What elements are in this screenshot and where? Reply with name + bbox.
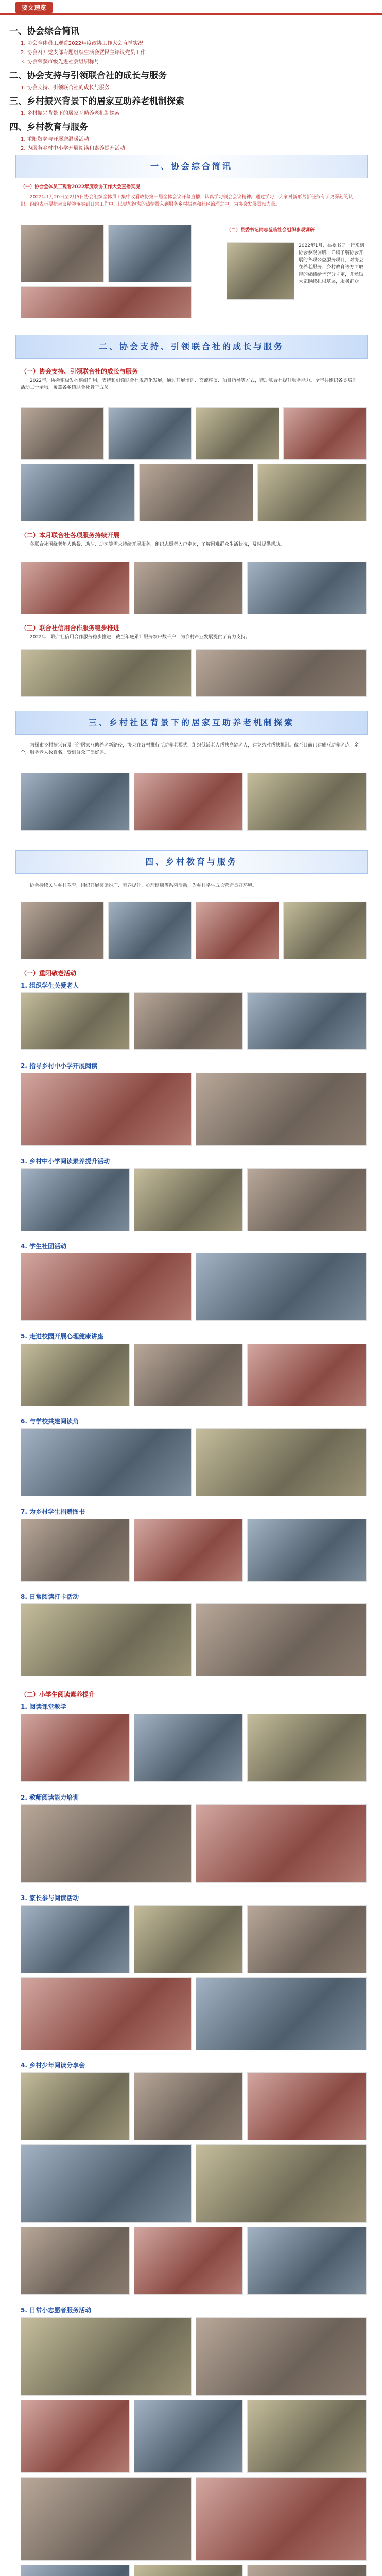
photo [21, 286, 192, 318]
s2-item2-title: （二）本月联合社各项服务持续开展 [21, 532, 120, 539]
toc-heading-1: 一、协会综合简讯 [9, 26, 79, 37]
photo [247, 562, 367, 614]
photo [21, 1168, 130, 1231]
photo [196, 2477, 367, 2561]
photo [283, 902, 367, 959]
s4-item3: 2. 指导乡村中小学开展阅读 [21, 1062, 98, 1070]
photo [196, 407, 279, 460]
photo [21, 2400, 130, 2473]
s2-item3-text: 2022年，联合社信用合作服务稳步推进，截至年底累计服务农户数千户，为乡村产业发展提供了有力支持。 [30, 635, 250, 640]
photo [21, 1804, 192, 1883]
s4-item11: 1. 阅读课堂教学 [21, 1703, 67, 1710]
photo [108, 902, 192, 959]
section-2-banner: 二、协会支持、引领联合社的成长与服务 [15, 335, 368, 359]
photo [134, 773, 243, 831]
section-4-banner: 四、乡村教育与服务 [15, 850, 368, 874]
photo [21, 2565, 130, 2576]
s4-item15: 5. 日常小志愿者服务活动 [21, 2307, 92, 2314]
photo [196, 2317, 367, 2396]
photo [227, 242, 294, 300]
photo [21, 1519, 130, 1582]
toc-heading-2: 二、协会支持与引领联合社的成长与服务 [9, 71, 167, 81]
photo [21, 1905, 130, 1973]
photo [247, 1905, 367, 1973]
photo [134, 1714, 243, 1782]
photo [108, 407, 192, 460]
photo [247, 1344, 367, 1406]
s4-item6: 5. 走进校园开展心理健康讲座 [21, 1333, 104, 1340]
s4-item9: 8. 日常阅读打卡活动 [21, 1593, 79, 1600]
photo [21, 2317, 192, 2396]
photo [21, 464, 135, 521]
s1-item1-text: 2022年1月20日至2月5日协会组织全体员工集中收看政协第一届全体会议开幕直播，认真学习领会会议精神。通过学习，大家对新形势新任务有了更深刻的认识，纷纷表示要把会议精神落实到日常工作中，以更加饱满的热情投入到服务乡村振兴和社区治理之中，为协会发展贡献力量。 [21, 195, 353, 207]
s1-item1-title: （一）协会全体员工观看2022年度政协工作大会直播实况 [21, 184, 141, 190]
photo [247, 2400, 367, 2473]
s4-item14: 4. 乡村少年阅读分享会 [21, 2062, 85, 2069]
photo [21, 562, 130, 614]
s4-item12: 2. 教师阅读能力培训 [21, 1794, 79, 1801]
photo [134, 1905, 243, 1973]
section-1-banner: 一、协会综合简讯 [15, 155, 368, 178]
photo [21, 407, 104, 460]
photo [134, 1519, 243, 1582]
header-brand: 要文速览 [15, 2, 53, 13]
photo [247, 1714, 367, 1782]
toc-sub: 1. 协会全体员工观看2022年度政协工作大会直播实况 [21, 41, 144, 46]
s2-item1-text: 2022年，协会积极发挥枢纽作用，支持和引领联合社规范化发展，通过开展培训、交流座谈、项目指导等方式，帮助联合社提升服务能力。全年共组织各类培训活动二十余场，覆盖各乡镇联合社骨干成员。 [21, 378, 357, 391]
photo [21, 225, 104, 282]
photo [134, 992, 243, 1050]
photo [21, 1428, 192, 1496]
photo [21, 992, 130, 1050]
toc-sub: 1. 协会支持、引领联合社的成长与服务 [21, 85, 110, 91]
s4-item4: 3. 乡村中小学阅读素养提升活动 [21, 1158, 110, 1165]
photo [134, 1168, 243, 1231]
photo [21, 902, 104, 959]
photo [247, 2565, 367, 2576]
photo [21, 2072, 130, 2140]
photo [21, 1603, 192, 1676]
photo [108, 225, 192, 282]
photo [196, 1977, 367, 2050]
toc-sub: 1. 乡村振兴背景下的居家互助养老机制探索 [21, 111, 120, 116]
photo [134, 2227, 243, 2295]
photo [21, 1253, 192, 1321]
photo [196, 902, 279, 959]
photo [196, 1603, 367, 1676]
photo [196, 649, 367, 697]
photo [21, 1714, 130, 1782]
photo [134, 2072, 243, 2140]
s4-item2: 1. 组织学生关爱老人 [21, 982, 79, 989]
photo [196, 1253, 367, 1321]
photo [134, 2565, 243, 2576]
s2-item1-title: （一）协会支持、引领联合社的成长与服务 [21, 368, 138, 375]
photo [21, 649, 192, 697]
photo [283, 407, 367, 460]
photo [139, 464, 253, 521]
photo [21, 1977, 192, 2050]
photo [21, 2227, 130, 2295]
toc-heading-3: 三、乡村振兴背景下的居家互助养老机制探索 [9, 96, 184, 107]
s4-item1: （一）重阳敬老活动 [21, 970, 77, 977]
s1-item2-text: 2022年1月，县委书记一行来到协会参观调研，详细了解协会开展的各项公益服务项目，对协会在养老服务、乡村教育等方面取得的成绩给予充分肯定，并勉励大家继续扎根基层，服务群众。 [299, 243, 364, 284]
photo [21, 2477, 192, 2561]
photo [134, 2400, 243, 2473]
s4-item10: （二）小学生阅读素养提升 [21, 1691, 95, 1698]
photo [21, 2144, 192, 2223]
photo [196, 1428, 367, 1496]
s4-item13: 3. 家长参与阅读活动 [21, 1894, 79, 1902]
toc-sub: 2. 协会召开党支部专题组织生活会暨民主评议党员工作 [21, 50, 146, 56]
photo [196, 1804, 367, 1883]
s4-item5: 4. 学生社团活动 [21, 1243, 67, 1250]
photo [247, 992, 367, 1050]
header-bar [0, 0, 382, 15]
table-of-contents [9, 21, 373, 153]
photo [134, 1344, 243, 1406]
photo [134, 562, 243, 614]
s4-item7: 6. 与学校共建阅读角 [21, 1418, 79, 1425]
photo [257, 464, 367, 521]
section-3-banner: 三、乡村社区背景下的居家互助养老机制探索 [15, 711, 368, 735]
s3-text: 为探索乡村振兴背景下的居家互助养老新路径，协会在各村推行互助养老模式，组织低龄老人帮扶高龄老人，建立结对帮扶机制。截至目前已建成互助养老点十余个，服务老人数百名，受到群众广泛好评。 [21, 743, 359, 755]
s2-item3-title: （三）联合社信用合作服务稳步推进 [21, 624, 120, 632]
photo [247, 2072, 367, 2140]
s1-item2-title: （二）县委书记同志莅临社会组织参观调研 [227, 228, 315, 233]
s4-intro: 协会持续关注乡村教育，组织开展阅读推广、素养提升、心理健康等系列活动，为乡村学生成长营造良好环境。 [30, 883, 257, 888]
toc-sub: 1. 重阳敬老与开展送温暖活动 [21, 137, 89, 142]
photo [21, 773, 130, 831]
photo [247, 1168, 367, 1231]
photo [196, 2144, 367, 2223]
photo [196, 1073, 367, 1146]
s4-item8: 7. 为乡村学生捐赠图书 [21, 1508, 85, 1515]
toc-sub: 2. 为服务乡村中小学开展阅读和素养提升活动 [21, 146, 125, 151]
s2-item2-text: 各联合社围绕老年人助餐、助洁、助医等需求持续开展服务，组织志愿者入户走访，了解困难群众生活状况，及时提供帮助。 [30, 542, 285, 547]
photo [21, 1344, 130, 1406]
photo [247, 2227, 367, 2295]
photo [247, 773, 367, 831]
toc-sub: 3. 协会荣获市级先进社会组织称号 [21, 59, 99, 65]
toc-heading-4: 四、乡村教育与服务 [9, 122, 88, 132]
photo [247, 1519, 367, 1582]
photo [21, 1073, 192, 1146]
